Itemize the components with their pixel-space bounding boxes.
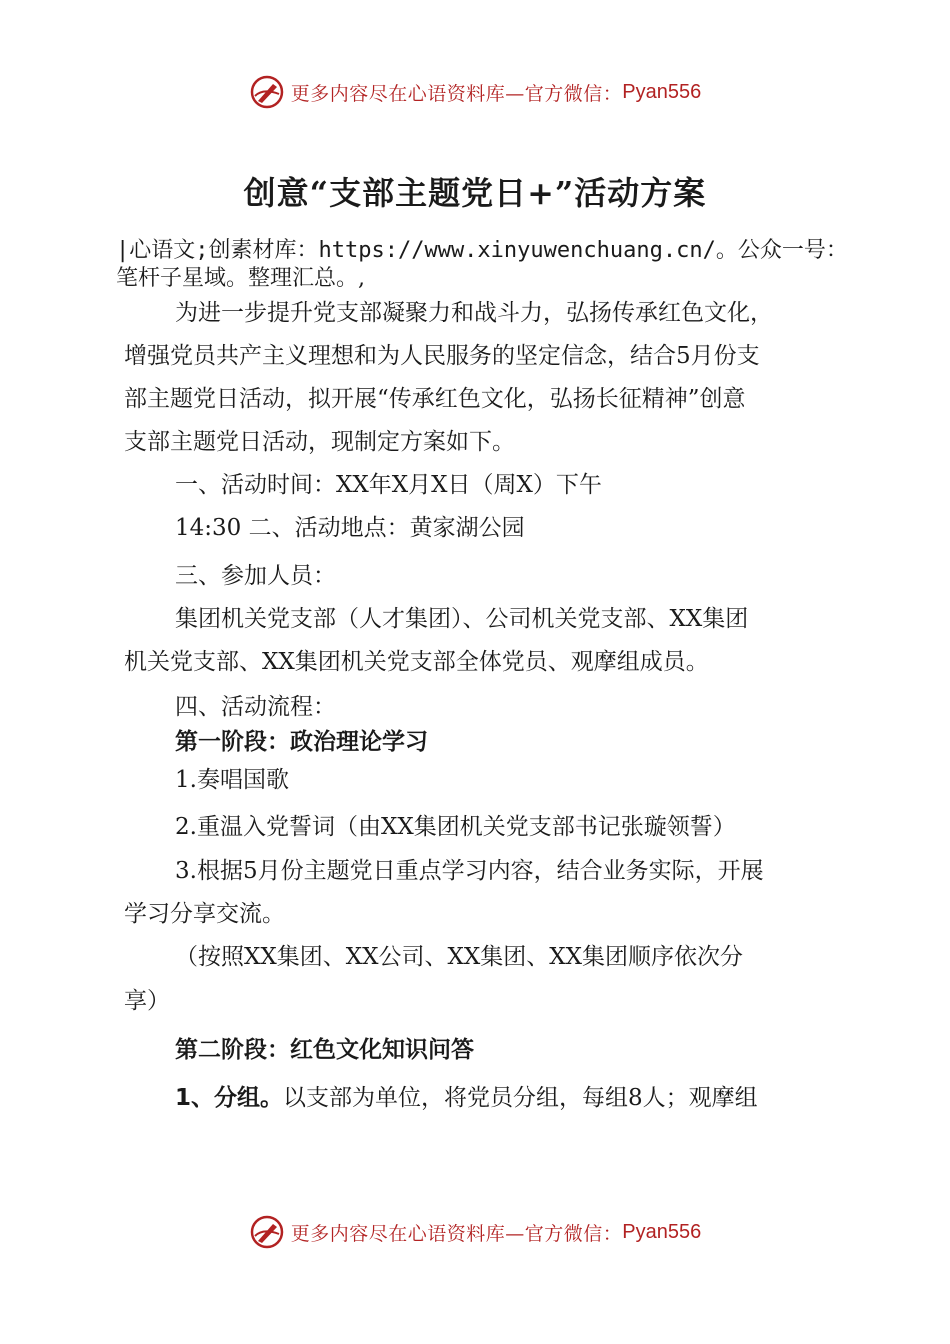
watermark-header: [0, 72, 950, 112]
intro-line-3: 部主题党日活动，拟开展“传承红色文化，弘扬长征精神”创意: [124, 386, 746, 412]
stage1-item-3-cont: 学习分享交流。: [124, 901, 285, 927]
stage1-item-2: 2.重温入党誓词（由XX集团机关党支部书记张璇领誓）: [175, 814, 736, 840]
pen-logo-icon: [249, 1214, 285, 1250]
intro-line-1: 为进一步提升党支部凝聚力和战斗力，弘扬传承红色文化，: [175, 300, 773, 326]
stage1-item-3: 3.根据5月份主题党日重点学习内容，结合业务实际，开展: [175, 858, 764, 884]
watermark-wechat-id: Pyan556: [622, 1220, 702, 1243]
activity-place: 14:30 二、活动地点：黄家湖公园: [175, 515, 525, 541]
participants-line-1: 集团机关党支部（人才集团）、公司机关党支部、XX集团: [175, 606, 749, 632]
document-title: 创意“支部主题党日+”活动方案: [243, 174, 707, 212]
stage1-item-1: 1.奏唱国歌: [175, 767, 289, 793]
watermark-footer: [0, 1212, 950, 1252]
participants-line-2: 机关党支部、XX集团机关党支部全体党员、观摩组成员。: [124, 649, 709, 675]
activity-time: 一、活动时间：XX年X月X日（周X）下午: [175, 472, 602, 498]
stage1-note: （按照XX集团、XX公司、XX集团、XX集团顺序依次分: [175, 944, 743, 970]
stage2-item-1-text: 以支部为单位，将党员分组，每组8人；观摩组: [283, 1085, 758, 1111]
stage2-heading: 第二阶段：红色文化知识问答: [175, 1037, 474, 1063]
pen-logo-icon: [249, 74, 285, 110]
source-line-2: 笔杆子星域。整理汇总。,: [116, 266, 365, 291]
watermark-text: 更多内容尽在心语资料库—官方微信：: [290, 82, 623, 105]
intro-line-2: 增强党员共产主义理想和为人民服务的坚定信念，结合5月份支: [124, 343, 760, 369]
stage1-heading: 第一阶段：政治理论学习: [175, 729, 428, 755]
stage1-note-cont: 享）: [124, 988, 170, 1014]
stage2-item-1: [175, 1083, 758, 1113]
watermark-text: 更多内容尽在心语资料库—官方微信：: [290, 1222, 623, 1245]
process-heading: 四、活动流程：: [175, 694, 336, 720]
participants-heading: 三、参加人员：: [175, 563, 336, 589]
stage2-item-1-label: 1、分组。: [175, 1085, 284, 1111]
source-line-1: |心语文;创素材库：https://www.xinyuwenchuang.cn/。公众一号：: [116, 238, 848, 263]
watermark-wechat-id: Pyan556: [622, 80, 702, 103]
intro-line-4: 支部主题党日活动，现制定方案如下。: [124, 429, 515, 455]
